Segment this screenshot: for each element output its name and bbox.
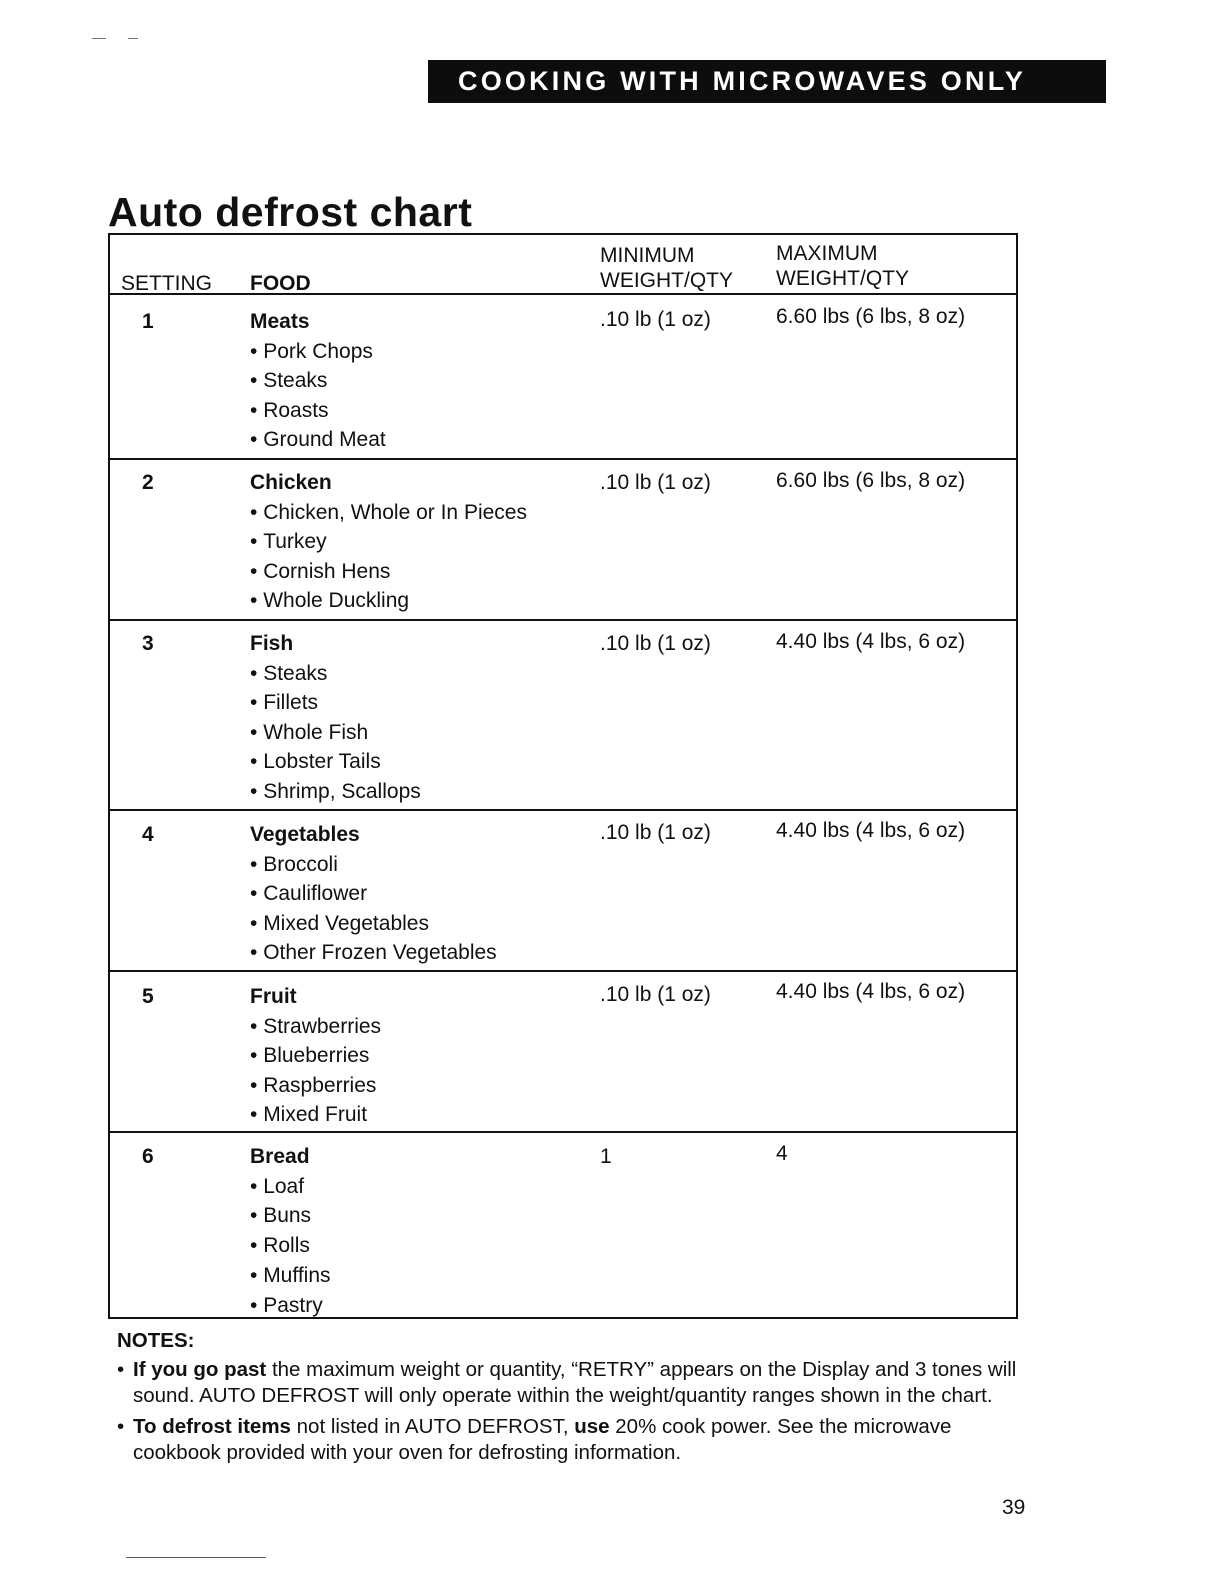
setting-number: 4 <box>142 823 154 846</box>
food-cell <box>250 629 421 807</box>
note-emphasis: use <box>574 1414 610 1438</box>
food-item: • Strawberries <box>250 1012 381 1042</box>
minimum-weight: .10 lb (1 oz) <box>600 821 711 844</box>
food-item: • Broccoli <box>250 850 497 880</box>
food-item: • Whole Duckling <box>250 586 527 616</box>
maximum-weight: 4 <box>776 1142 788 1165</box>
table-row <box>110 460 1016 621</box>
header-setting: SETTING <box>121 272 213 295</box>
food-item: • Cauliflower <box>250 879 497 909</box>
note-text: the maximum weight or quantity, “RETRY” appears on the Display and 3 tones will sound. AUTO DEFROST will only operate within the weight/quantity ranges shown in the chart. <box>133 1357 1017 1407</box>
food-item: • Shrimp, Scallops <box>250 777 421 807</box>
maximum-weight: 4.40 lbs (4 lbs, 6 oz) <box>776 630 966 653</box>
header-food: FOOD <box>250 272 311 295</box>
food-item: • Ground Meat <box>250 425 386 455</box>
table-row <box>110 1133 1016 1319</box>
note-item <box>117 1357 1037 1410</box>
header-minimum: MINIMUM WEIGHT/QTY <box>600 244 733 292</box>
food-item: • Loaf <box>250 1172 331 1202</box>
scan-mark <box>128 38 138 39</box>
scan-mark <box>92 38 106 39</box>
food-category: Vegetables <box>250 823 360 846</box>
table-header <box>110 235 1016 295</box>
food-category: Chicken <box>250 471 332 494</box>
table-row <box>110 811 1016 972</box>
food-item: • Mixed Vegetables <box>250 909 497 939</box>
food-item: • Mixed Fruit <box>250 1100 381 1130</box>
minimum-weight: .10 lb (1 oz) <box>600 632 711 655</box>
food-item: • Pastry <box>250 1291 331 1321</box>
food-item: • Pork Chops <box>250 337 386 367</box>
minimum-weight: .10 lb (1 oz) <box>600 983 711 1006</box>
note-item <box>117 1414 1037 1467</box>
defrost-chart-table <box>108 233 1018 1319</box>
food-category: Fruit <box>250 985 297 1008</box>
food-item: • Buns <box>250 1201 331 1231</box>
food-cell <box>250 307 386 455</box>
setting-number: 2 <box>142 471 154 494</box>
setting-number: 1 <box>142 310 154 333</box>
maximum-weight: 6.60 lbs (6 lbs, 8 oz) <box>776 305 966 328</box>
food-item: • Steaks <box>250 659 421 689</box>
food-item: • Fillets <box>250 688 421 718</box>
setting-number: 3 <box>142 632 154 655</box>
food-item: • Chicken, Whole or In Pieces <box>250 498 527 528</box>
note-text: not listed in AUTO DEFROST, <box>290 1414 575 1438</box>
setting-number: 6 <box>142 1145 154 1168</box>
table-row <box>110 621 1016 811</box>
header-maximum: MAXIMUM WEIGHT/QTY <box>776 242 909 290</box>
note-emphasis: If you go past <box>133 1357 267 1381</box>
food-item: • Cornish Hens <box>250 557 527 587</box>
notes-title: NOTES: <box>117 1329 195 1352</box>
page-number: 39 <box>1002 1496 1026 1519</box>
food-item: • Lobster Tails <box>250 747 421 777</box>
food-item: • Whole Fish <box>250 718 421 748</box>
maximum-weight: 6.60 lbs (6 lbs, 8 oz) <box>776 469 966 492</box>
table-row <box>110 972 1016 1133</box>
table-row <box>110 295 1016 460</box>
maximum-weight: 4.40 lbs (4 lbs, 6 oz) <box>776 980 966 1003</box>
food-cell <box>250 820 497 968</box>
food-item: • Muffins <box>250 1261 331 1291</box>
food-item: • Steaks <box>250 366 386 396</box>
food-item: • Raspberries <box>250 1071 381 1101</box>
food-item: • Turkey <box>250 527 527 557</box>
food-item: • Roasts <box>250 396 386 426</box>
food-item: • Blueberries <box>250 1041 381 1071</box>
food-item: • Other Frozen Vegetables <box>250 938 497 968</box>
minimum-weight: 1 <box>600 1145 612 1168</box>
note-text: 20% cook power. See the microwave cookbook provided with your oven for defrosting information. <box>133 1414 952 1464</box>
footer-rule <box>126 1557 266 1558</box>
minimum-weight: .10 lb (1 oz) <box>600 308 711 331</box>
setting-number: 5 <box>142 985 154 1008</box>
section-banner: COOKING WITH MICROWAVES ONLY <box>428 60 1106 103</box>
food-category: Bread <box>250 1145 310 1168</box>
maximum-weight: 4.40 lbs (4 lbs, 6 oz) <box>776 819 966 842</box>
food-item: • Rolls <box>250 1231 331 1261</box>
notes-section <box>117 1328 1037 1471</box>
food-category: Meats <box>250 310 310 333</box>
food-category: Fish <box>250 632 294 655</box>
note-emphasis: To defrost items <box>133 1414 291 1438</box>
page-title: Auto defrost chart <box>108 189 473 235</box>
food-cell <box>250 982 381 1130</box>
food-cell <box>250 1142 331 1320</box>
minimum-weight: .10 lb (1 oz) <box>600 471 711 494</box>
food-cell <box>250 468 527 616</box>
